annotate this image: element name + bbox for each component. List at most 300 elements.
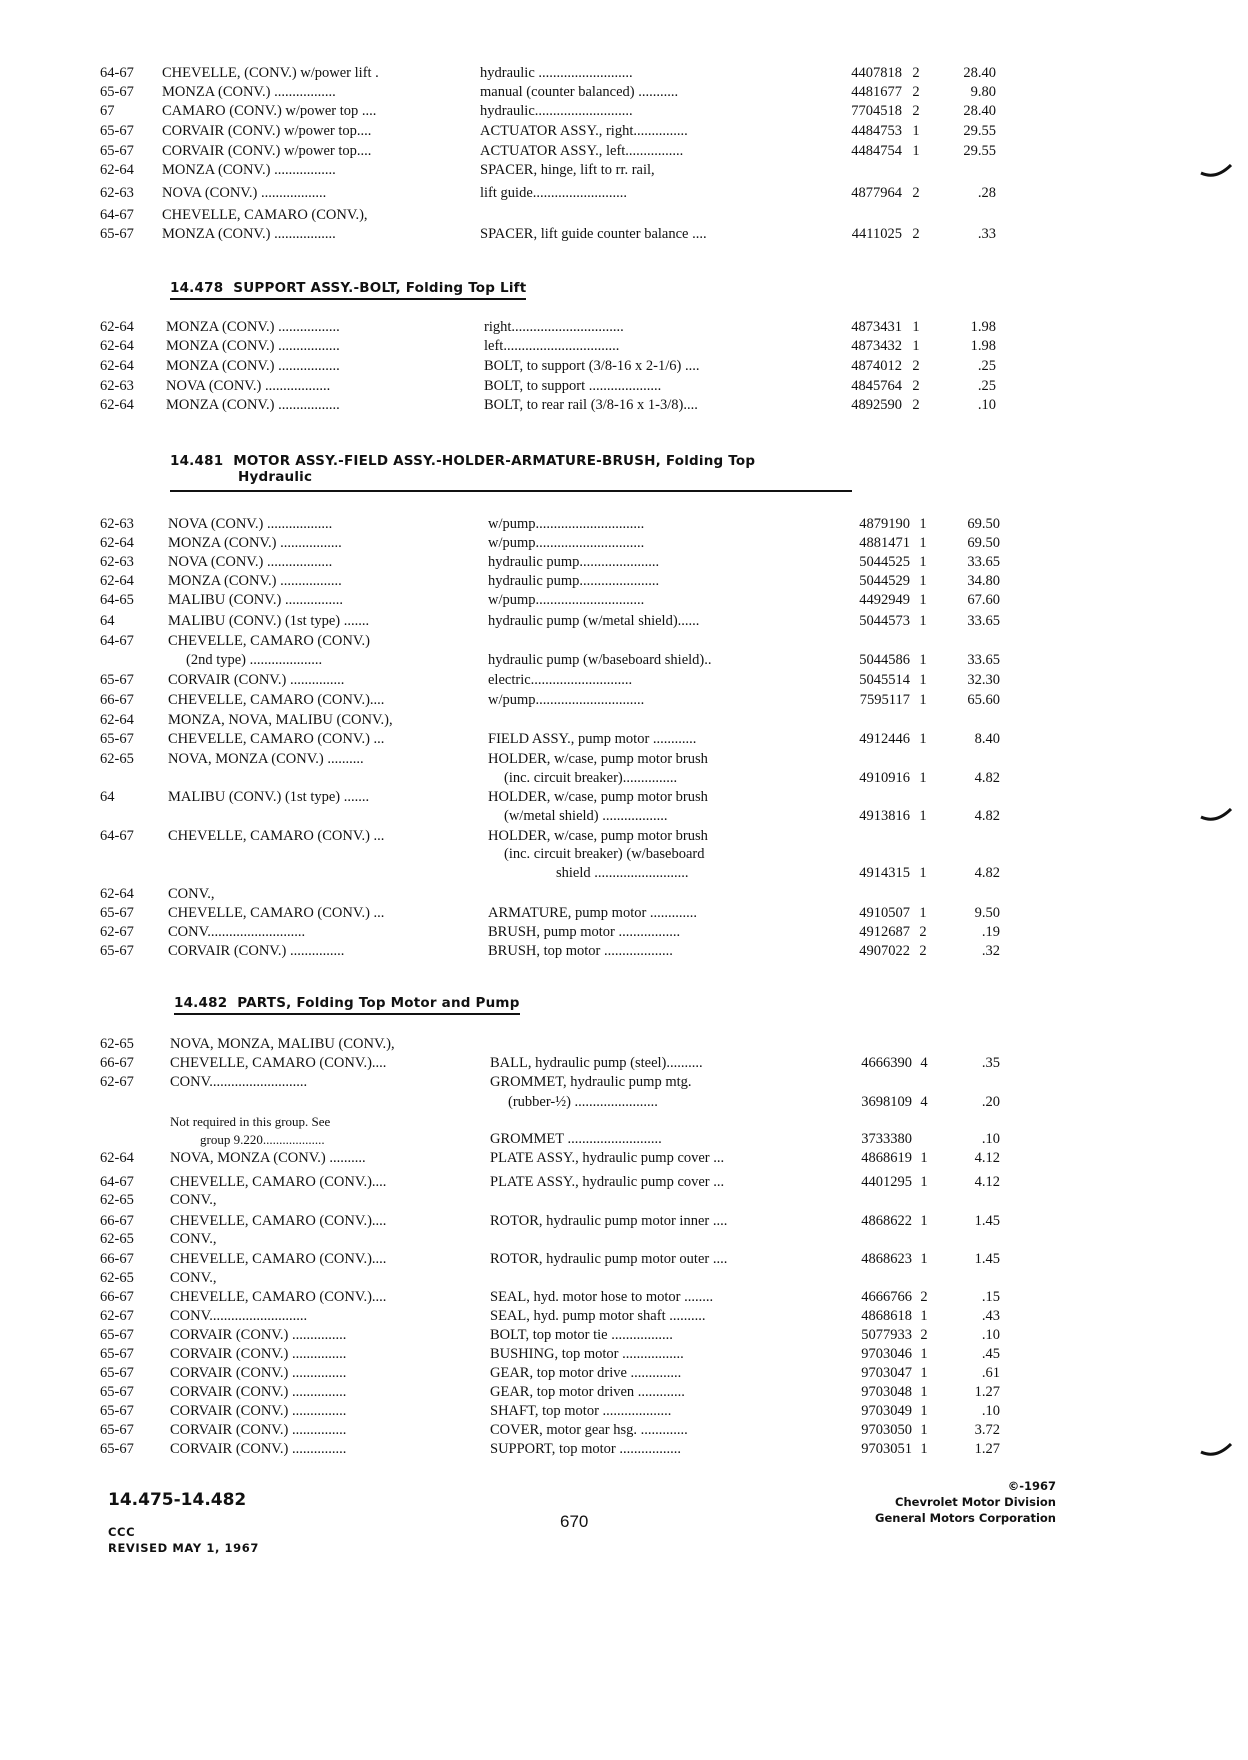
description: COVER, motor gear hsg. ............. bbox=[490, 1422, 688, 1438]
table-row bbox=[0, 612, 1248, 631]
part-number: 4879190 bbox=[859, 516, 910, 532]
description: HOLDER, w/case, pump motor brush bbox=[488, 789, 708, 805]
years: 65-67 bbox=[100, 84, 134, 100]
application: CHEVELLE, CAMARO (CONV.) bbox=[168, 633, 370, 649]
section-number: 14.482 bbox=[174, 995, 228, 1011]
application: CORVAIR (CONV.) ............... bbox=[170, 1346, 347, 1362]
price: .28 bbox=[977, 185, 996, 201]
application: CORVAIR (CONV.) ............... bbox=[168, 672, 345, 688]
description: BALL, hydraulic pump (steel).......... bbox=[490, 1055, 703, 1071]
application: MONZA (CONV.) ................. bbox=[162, 162, 336, 178]
quantity: 1 bbox=[920, 1150, 928, 1166]
price: .10 bbox=[981, 1131, 1000, 1147]
years: 62-65 bbox=[100, 1270, 134, 1286]
description: manual (counter balanced) ........... bbox=[480, 84, 679, 100]
division-name: Chevrolet Motor Division bbox=[895, 1495, 1056, 1509]
part-number: 4910916 bbox=[859, 770, 910, 786]
quantity: 1 bbox=[919, 535, 927, 551]
part-number: 4881471 bbox=[859, 535, 910, 551]
table-row bbox=[0, 1307, 1248, 1326]
application: CHEVELLE, CAMARO (CONV.) ... bbox=[168, 828, 385, 844]
years: 65-67 bbox=[100, 943, 134, 959]
years: 65-67 bbox=[100, 1384, 134, 1400]
quantity: 2 bbox=[912, 226, 920, 242]
description: (inc. circuit breaker) (w/baseboard bbox=[504, 846, 705, 862]
years: 62-65 bbox=[100, 751, 134, 767]
application: MALIBU (CONV.) (1st type) ....... bbox=[168, 613, 370, 629]
price: 1.45 bbox=[974, 1251, 1000, 1267]
table-row bbox=[0, 904, 1248, 923]
part-number: 9703051 bbox=[861, 1441, 912, 1457]
price: 33.65 bbox=[967, 652, 1000, 668]
application: MONZA (CONV.) ................. bbox=[166, 319, 340, 335]
description: BRUSH, pump motor ................. bbox=[488, 924, 681, 940]
application: MONZA (CONV.) ................. bbox=[166, 358, 340, 374]
price: 67.60 bbox=[967, 592, 1000, 608]
quantity: 1 bbox=[919, 554, 927, 570]
years: 66-67 bbox=[100, 692, 134, 708]
table-row bbox=[0, 691, 1248, 710]
application: CORVAIR (CONV.) ............... bbox=[170, 1441, 347, 1457]
application: CORVAIR (CONV.) w/power top.... bbox=[162, 123, 372, 139]
years: 62-63 bbox=[100, 516, 134, 532]
description: w/pump.............................. bbox=[488, 592, 645, 608]
application: CHEVELLE, CAMARO (CONV.) ... bbox=[168, 905, 385, 921]
table-row bbox=[0, 377, 1248, 396]
quantity: 1 bbox=[920, 1441, 928, 1457]
description: hydraulic pump (w/baseboard shield).. bbox=[488, 652, 712, 668]
section-heading bbox=[174, 995, 520, 1015]
price: 1.27 bbox=[974, 1384, 1000, 1400]
part-number: 4913816 bbox=[859, 808, 910, 824]
description: shield .......................... bbox=[556, 865, 689, 881]
application: MONZA (CONV.) ................. bbox=[168, 535, 342, 551]
years: 62-67 bbox=[100, 924, 134, 940]
years: 65-67 bbox=[100, 1327, 134, 1343]
description: PLATE ASSY., hydraulic pump cover ... bbox=[490, 1174, 725, 1190]
description: hydraulic........................... bbox=[480, 103, 633, 119]
years: 62-67 bbox=[100, 1308, 134, 1324]
table-row bbox=[0, 83, 1248, 102]
price: 1.45 bbox=[974, 1213, 1000, 1229]
description: SUPPORT, top motor ................. bbox=[490, 1441, 682, 1457]
table-row bbox=[0, 572, 1248, 591]
part-number: 4914315 bbox=[859, 865, 910, 881]
years: 65-67 bbox=[100, 226, 134, 242]
table-row bbox=[0, 1288, 1248, 1307]
description: HOLDER, w/case, pump motor brush bbox=[488, 751, 708, 767]
part-number: 9703048 bbox=[861, 1384, 912, 1400]
table-row bbox=[0, 750, 1248, 769]
application: MONZA (CONV.) ................. bbox=[162, 84, 336, 100]
application: NOVA, MONZA (CONV.) .......... bbox=[168, 751, 364, 767]
years: 62-65 bbox=[100, 1192, 134, 1208]
description: hydraulic pump...................... bbox=[488, 573, 660, 589]
quantity: 1 bbox=[920, 1308, 928, 1324]
price: 8.40 bbox=[974, 731, 1000, 747]
years: 65-67 bbox=[100, 143, 134, 159]
price: 33.65 bbox=[967, 613, 1000, 629]
price: 69.50 bbox=[967, 535, 1000, 551]
years: 62-64 bbox=[100, 573, 134, 589]
years: 65-67 bbox=[100, 1346, 134, 1362]
part-number: 4877964 bbox=[851, 185, 902, 201]
table-row bbox=[0, 1149, 1248, 1168]
application: NOVA (CONV.) .................. bbox=[162, 185, 327, 201]
part-number: 4912687 bbox=[859, 924, 910, 940]
price: .61 bbox=[981, 1365, 1000, 1381]
section-number: 14.481 bbox=[170, 453, 224, 469]
application: MALIBU (CONV.) ................ bbox=[168, 592, 343, 608]
part-number: 5044573 bbox=[859, 613, 910, 629]
table-row bbox=[0, 102, 1248, 121]
table-row bbox=[0, 225, 1248, 244]
quantity: 2 bbox=[920, 1327, 928, 1343]
part-number: 3733380 bbox=[861, 1131, 912, 1147]
years: 62-64 bbox=[100, 358, 134, 374]
quantity: 1 bbox=[920, 1346, 928, 1362]
years: 62-63 bbox=[100, 378, 134, 394]
part-number: 4401295 bbox=[861, 1174, 912, 1190]
catalog-code: CCC bbox=[108, 1525, 136, 1539]
part-number: 4892590 bbox=[851, 397, 902, 413]
application: MONZA (CONV.) ................. bbox=[166, 397, 340, 413]
table-row bbox=[0, 1383, 1248, 1402]
price: 69.50 bbox=[967, 516, 1000, 532]
part-number: 5077933 bbox=[861, 1327, 912, 1343]
application: CORVAIR (CONV.) ............... bbox=[168, 943, 345, 959]
years: 62-64 bbox=[100, 1150, 134, 1166]
quantity: 1 bbox=[919, 652, 927, 668]
years: 65-67 bbox=[100, 731, 134, 747]
quantity: 4 bbox=[920, 1055, 928, 1071]
quantity: 1 bbox=[919, 808, 927, 824]
table-row bbox=[0, 318, 1248, 337]
quantity: 2 bbox=[912, 103, 920, 119]
application: MONZA, NOVA, MALIBU (CONV.), bbox=[168, 712, 393, 728]
table-row bbox=[0, 845, 1248, 864]
table-row bbox=[0, 1112, 1248, 1131]
years: 62-63 bbox=[100, 554, 134, 570]
description: BOLT, to support (3/8-16 x 2-1/6) .... bbox=[484, 358, 700, 374]
application: CONV., bbox=[170, 1231, 217, 1247]
table-row bbox=[0, 864, 1248, 883]
years: 66-67 bbox=[100, 1289, 134, 1305]
section-title: PARTS, Folding Top Motor and Pump bbox=[237, 995, 520, 1011]
corporation-name: General Motors Corporation bbox=[875, 1511, 1056, 1525]
table-row bbox=[0, 142, 1248, 161]
description: ARMATURE, pump motor ............. bbox=[488, 905, 698, 921]
years: 65-67 bbox=[100, 905, 134, 921]
quantity: 2 bbox=[919, 924, 927, 940]
part-number: 4666766 bbox=[861, 1289, 912, 1305]
table-row bbox=[0, 357, 1248, 376]
years: 64-67 bbox=[100, 1174, 134, 1190]
binding-clip-mark bbox=[1200, 164, 1232, 178]
price: 34.80 bbox=[967, 573, 1000, 589]
table-row bbox=[0, 1250, 1248, 1269]
quantity: 2 bbox=[912, 65, 920, 81]
part-number: 4666390 bbox=[861, 1055, 912, 1071]
years: 65-67 bbox=[100, 672, 134, 688]
part-number: 4407818 bbox=[851, 65, 902, 81]
table-row bbox=[0, 1364, 1248, 1383]
table-row bbox=[0, 161, 1248, 180]
description: w/pump.............................. bbox=[488, 516, 645, 532]
table-row bbox=[0, 1173, 1248, 1192]
part-number: 4868618 bbox=[861, 1308, 912, 1324]
table-row bbox=[0, 553, 1248, 572]
price: 29.55 bbox=[963, 143, 996, 159]
binding-clip-mark bbox=[1200, 1443, 1232, 1457]
description: GEAR, top motor driven ............. bbox=[490, 1384, 685, 1400]
years: 65-67 bbox=[100, 1403, 134, 1419]
application: CORVAIR (CONV.) ............... bbox=[170, 1327, 347, 1343]
table-row bbox=[0, 64, 1248, 83]
quantity: 1 bbox=[920, 1174, 928, 1190]
quantity: 2 bbox=[912, 84, 920, 100]
section-title-line2: Hydraulic bbox=[238, 469, 313, 485]
part-number: 4907022 bbox=[859, 943, 910, 959]
part-number: 4484754 bbox=[851, 143, 902, 159]
application: CONV., bbox=[170, 1192, 217, 1208]
description: SPACER, hinge, lift to rr. rail, bbox=[480, 162, 655, 178]
description: GEAR, top motor drive .............. bbox=[490, 1365, 682, 1381]
years: 64-67 bbox=[100, 828, 134, 844]
price: .32 bbox=[981, 943, 1000, 959]
part-number: 4912446 bbox=[859, 731, 910, 747]
quantity: 1 bbox=[920, 1251, 928, 1267]
quantity: 1 bbox=[912, 123, 920, 139]
table-row bbox=[0, 730, 1248, 749]
years: 66-67 bbox=[100, 1213, 134, 1229]
application: CHEVELLE, CAMARO (CONV.).... bbox=[170, 1174, 387, 1190]
years: 65-67 bbox=[100, 123, 134, 139]
description: ROTOR, hydraulic pump motor outer .... bbox=[490, 1251, 728, 1267]
description: PLATE ASSY., hydraulic pump cover ... bbox=[490, 1150, 725, 1166]
part-number: 4868619 bbox=[861, 1150, 912, 1166]
application: Not required in this group. See bbox=[170, 1114, 331, 1129]
years: 64-67 bbox=[100, 207, 134, 223]
table-row bbox=[0, 1191, 1248, 1210]
application: NOVA (CONV.) .................. bbox=[168, 554, 333, 570]
price: .33 bbox=[977, 226, 996, 242]
description: BUSHING, top motor ................. bbox=[490, 1346, 684, 1362]
table-row bbox=[0, 1130, 1248, 1149]
page-number: 670 bbox=[560, 1512, 589, 1531]
part-number: 5044529 bbox=[859, 573, 910, 589]
description: w/pump.............................. bbox=[488, 692, 645, 708]
part-number: 9703049 bbox=[861, 1403, 912, 1419]
quantity: 2 bbox=[912, 397, 920, 413]
price: 65.60 bbox=[967, 692, 1000, 708]
part-number: 9703046 bbox=[861, 1346, 912, 1362]
quantity: 2 bbox=[912, 358, 920, 374]
quantity: 1 bbox=[920, 1422, 928, 1438]
application: (2nd type) .................... bbox=[186, 652, 323, 668]
years: 62-65 bbox=[100, 1231, 134, 1247]
description: BOLT, to rear rail (3/8-16 x 1-3/8).... bbox=[484, 397, 698, 413]
table-row bbox=[0, 184, 1248, 203]
section-heading bbox=[170, 280, 526, 300]
description: ACTUATOR ASSY., right............... bbox=[480, 123, 688, 139]
part-number: 5044525 bbox=[859, 554, 910, 570]
application: CONV........................... bbox=[168, 924, 306, 940]
application: CHEVELLE, CAMARO (CONV.).... bbox=[170, 1213, 387, 1229]
description: GROMMET, hydraulic pump mtg. bbox=[490, 1074, 692, 1090]
part-number: 7595117 bbox=[859, 692, 910, 708]
years: 62-64 bbox=[100, 886, 134, 902]
description: SEAL, hyd. motor hose to motor ........ bbox=[490, 1289, 714, 1305]
description: SPACER, lift guide counter balance .... bbox=[480, 226, 707, 242]
table-row bbox=[0, 807, 1248, 826]
quantity: 1 bbox=[919, 865, 927, 881]
price: 33.65 bbox=[967, 554, 1000, 570]
section-number: 14.478 bbox=[170, 280, 224, 296]
description: HOLDER, w/case, pump motor brush bbox=[488, 828, 708, 844]
table-row bbox=[0, 923, 1248, 942]
description: ROTOR, hydraulic pump motor inner .... bbox=[490, 1213, 728, 1229]
part-number: 4411025 bbox=[851, 226, 902, 242]
price: .43 bbox=[981, 1308, 1000, 1324]
section-heading bbox=[170, 453, 755, 485]
application: CONV........................... bbox=[170, 1308, 308, 1324]
description: left................................ bbox=[484, 338, 620, 354]
table-row bbox=[0, 1212, 1248, 1231]
table-row bbox=[0, 769, 1248, 788]
years: 64-65 bbox=[100, 592, 134, 608]
quantity: 1 bbox=[919, 592, 927, 608]
description: right............................... bbox=[484, 319, 624, 335]
years: 65-67 bbox=[100, 1365, 134, 1381]
copyright: ©-1967 bbox=[1007, 1479, 1056, 1493]
years: 64-67 bbox=[100, 633, 134, 649]
price: 9.50 bbox=[974, 905, 1000, 921]
years: 67 bbox=[100, 103, 115, 119]
quantity: 1 bbox=[920, 1384, 928, 1400]
quantity: 4 bbox=[920, 1094, 928, 1110]
table-row bbox=[0, 632, 1248, 651]
part-number: 7704518 bbox=[851, 103, 902, 119]
table-row bbox=[0, 396, 1248, 415]
price: .45 bbox=[981, 1346, 1000, 1362]
table-row bbox=[0, 1345, 1248, 1364]
price: 1.27 bbox=[974, 1441, 1000, 1457]
table-row bbox=[0, 1035, 1248, 1054]
quantity: 1 bbox=[920, 1365, 928, 1381]
description: FIELD ASSY., pump motor ............ bbox=[488, 731, 697, 747]
part-number: 4873431 bbox=[851, 319, 902, 335]
table-row bbox=[0, 942, 1248, 961]
description: electric............................ bbox=[488, 672, 633, 688]
section-title: SUPPORT ASSY.-BOLT, Folding Top Lift bbox=[233, 280, 527, 296]
description: ACTUATOR ASSY., left................ bbox=[480, 143, 684, 159]
application: CHEVELLE, (CONV.) w/power lift . bbox=[162, 65, 379, 81]
section-underline bbox=[170, 490, 852, 492]
application: CORVAIR (CONV.) ............... bbox=[170, 1422, 347, 1438]
table-row bbox=[0, 1230, 1248, 1249]
quantity: 1 bbox=[912, 143, 920, 159]
table-row bbox=[0, 1073, 1248, 1092]
table-row bbox=[0, 1421, 1248, 1440]
description: BOLT, to support .................... bbox=[484, 378, 662, 394]
description: hydraulic pump (w/metal shield)...... bbox=[488, 613, 700, 629]
price: 4.82 bbox=[974, 770, 1000, 786]
revision-date: REVISED MAY 1, 1967 bbox=[108, 1541, 259, 1555]
price: 9.80 bbox=[970, 84, 996, 100]
part-number: 4874012 bbox=[851, 358, 902, 374]
price: .25 bbox=[977, 378, 996, 394]
application: CORVAIR (CONV.) ............... bbox=[170, 1365, 347, 1381]
description: SEAL, hyd. pump motor shaft .......... bbox=[490, 1308, 706, 1324]
copyright-block bbox=[875, 1478, 1056, 1526]
table-row bbox=[0, 515, 1248, 534]
description: hydraulic pump...................... bbox=[488, 554, 660, 570]
price: .20 bbox=[981, 1094, 1000, 1110]
years: 62-64 bbox=[100, 535, 134, 551]
part-number: 4481677 bbox=[851, 84, 902, 100]
application: NOVA, MONZA (CONV.) .......... bbox=[170, 1150, 366, 1166]
table-row bbox=[0, 711, 1248, 730]
price: .25 bbox=[977, 358, 996, 374]
years: 62-67 bbox=[100, 1074, 134, 1090]
table-row bbox=[0, 1269, 1248, 1288]
table-row bbox=[0, 206, 1248, 225]
years: 62-64 bbox=[100, 338, 134, 354]
table-row bbox=[0, 1054, 1248, 1073]
price: 32.30 bbox=[967, 672, 1000, 688]
application: CHEVELLE, CAMARO (CONV.).... bbox=[170, 1251, 387, 1267]
price: .10 bbox=[981, 1327, 1000, 1343]
description: hydraulic .......................... bbox=[480, 65, 633, 81]
description: GROMMET .......................... bbox=[490, 1131, 662, 1147]
application: CHEVELLE, CAMARO (CONV.).... bbox=[170, 1055, 387, 1071]
years: 64-67 bbox=[100, 65, 134, 81]
years: 65-67 bbox=[100, 1422, 134, 1438]
description: (inc. circuit breaker)............... bbox=[504, 770, 678, 786]
application: group 9.220................... bbox=[200, 1132, 325, 1147]
quantity: 1 bbox=[912, 319, 920, 335]
quantity: 2 bbox=[919, 943, 927, 959]
price: 28.40 bbox=[963, 103, 996, 119]
price: 29.55 bbox=[963, 123, 996, 139]
table-row bbox=[0, 1440, 1248, 1459]
quantity: 1 bbox=[920, 1403, 928, 1419]
quantity: 1 bbox=[919, 905, 927, 921]
years: 64 bbox=[100, 613, 115, 629]
description: (rubber-½) ....................... bbox=[508, 1094, 658, 1110]
table-row bbox=[0, 1326, 1248, 1345]
application: CAMARO (CONV.) w/power top .... bbox=[162, 103, 377, 119]
table-row bbox=[0, 591, 1248, 610]
application: MONZA (CONV.) ................. bbox=[162, 226, 336, 242]
quantity: 1 bbox=[919, 770, 927, 786]
price: 1.98 bbox=[970, 338, 996, 354]
table-row bbox=[0, 122, 1248, 141]
years: 62-65 bbox=[100, 1036, 134, 1052]
quantity: 1 bbox=[920, 1213, 928, 1229]
application: CONV., bbox=[170, 1270, 217, 1286]
description: lift guide.......................... bbox=[480, 185, 628, 201]
price: .35 bbox=[981, 1055, 1000, 1071]
part-number: 4484753 bbox=[851, 123, 902, 139]
price: 1.98 bbox=[970, 319, 996, 335]
description: w/pump.............................. bbox=[488, 535, 645, 551]
application: MONZA (CONV.) ................. bbox=[168, 573, 342, 589]
application: CHEVELLE, CAMARO (CONV.).... bbox=[168, 692, 385, 708]
application: CONV., bbox=[168, 886, 215, 902]
application: CORVAIR (CONV.) ............... bbox=[170, 1384, 347, 1400]
